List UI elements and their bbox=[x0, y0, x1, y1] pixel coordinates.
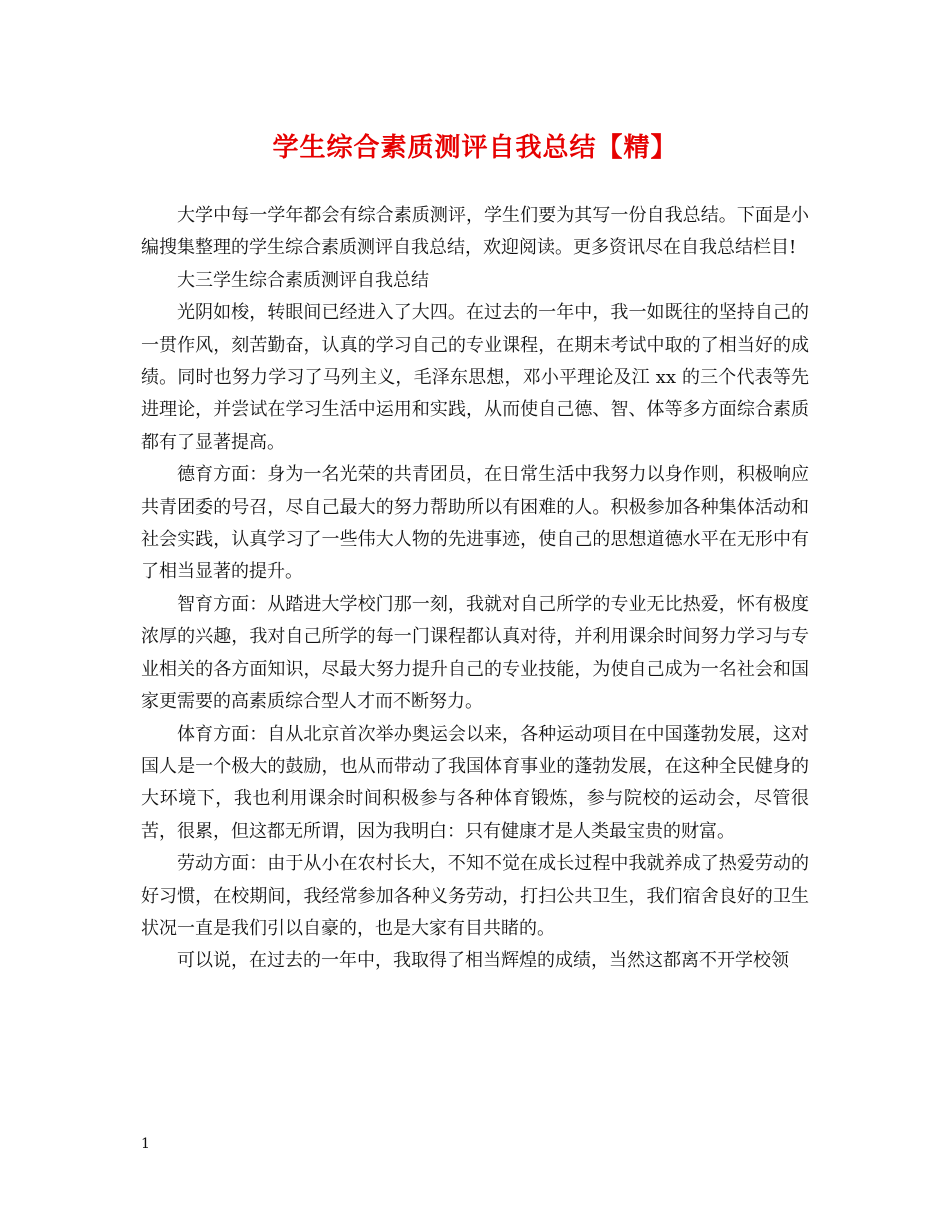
document-title: 学生综合素质测评自我总结【精】 bbox=[272, 133, 678, 163]
body-paragraph: 可以说，在过去的一年中，我取得了相当辉煌的成绩，当然这都离不开学校领 bbox=[177, 950, 789, 972]
body-paragraph: 德育方面：身为一名光荣的共青团员，在日常生活中我努力以身作则，积极响应共青团委的号召，尽自己最大的努力帮助所以有困难的人。积极参加各种集体活动和社会实践，认真学习了一些伟大人物的先进事迹，使自己的思想道德水平在无形中有了相当显著的提升。 bbox=[141, 464, 809, 583]
document-body bbox=[141, 200, 809, 978]
body-paragraph: 智育方面：从踏进大学校门那一刻，我就对自己所学的专业无比热爱，怀有极度浓厚的兴趣，我对自己所学的每一门课程都认真对待，并利用课余时间努力学习与专业相关的各方面知识，尽最大努力提升自己的专业技能，为使自己成为一名社会和国家更需要的高素质综合型人才而不断努力。 bbox=[141, 593, 809, 713]
body-paragraph: 劳动方面：由于从小在农村长大，不知不觉在成长过程中我就养成了热爱劳动的好习惯，在校期间，我经常参加各种义务劳动，打扫公共卫生，我们宿舍良好的卫生状况一直是我们引以自豪的，也是大家有目共睹的。 bbox=[141, 853, 809, 939]
body-paragraph: 光阴如梭，转眼间已经进入了大四。在过去的一年中，我一如既往的坚持自己的一贯作风，刻苦勤奋，认真的学习自己的专业课程，在期末考试中取的了相当好的成绩。同时也努力学习了马列主义，毛泽东思想，邓小平理论及江 xx 的三个代表等先进理论，并尝试在学习生活中运用和实践，从而使自己德、智、体等多方面综合素质都有了显著提高。 bbox=[141, 302, 809, 453]
page-number: 1 bbox=[141, 1136, 150, 1152]
intro-paragraph: 大学中每一学年都会有综合素质测评，学生们要为其写一份自我总结。下面是小编搜集整理的学生综合素质测评自我总结，欢迎阅读。更多资讯尽在自我总结栏目! bbox=[141, 205, 809, 259]
body-paragraph: 体育方面：自从北京首次举办奥运会以来，各种运动项目在中国蓬勃发展，这对国人是一个极大的鼓励，也从而带动了我国体育事业的蓬勃发展，在这种全民健身的大环境下，我也利用课余时间积极参与各种体育锻炼，参与院校的运动会，尽管很苦，很累，但这都无所谓，因为我明白：只有健康才是人类最宝贵的财富。 bbox=[141, 723, 809, 842]
section-heading: 大三学生综合素质测评自我总结 bbox=[177, 269, 429, 291]
